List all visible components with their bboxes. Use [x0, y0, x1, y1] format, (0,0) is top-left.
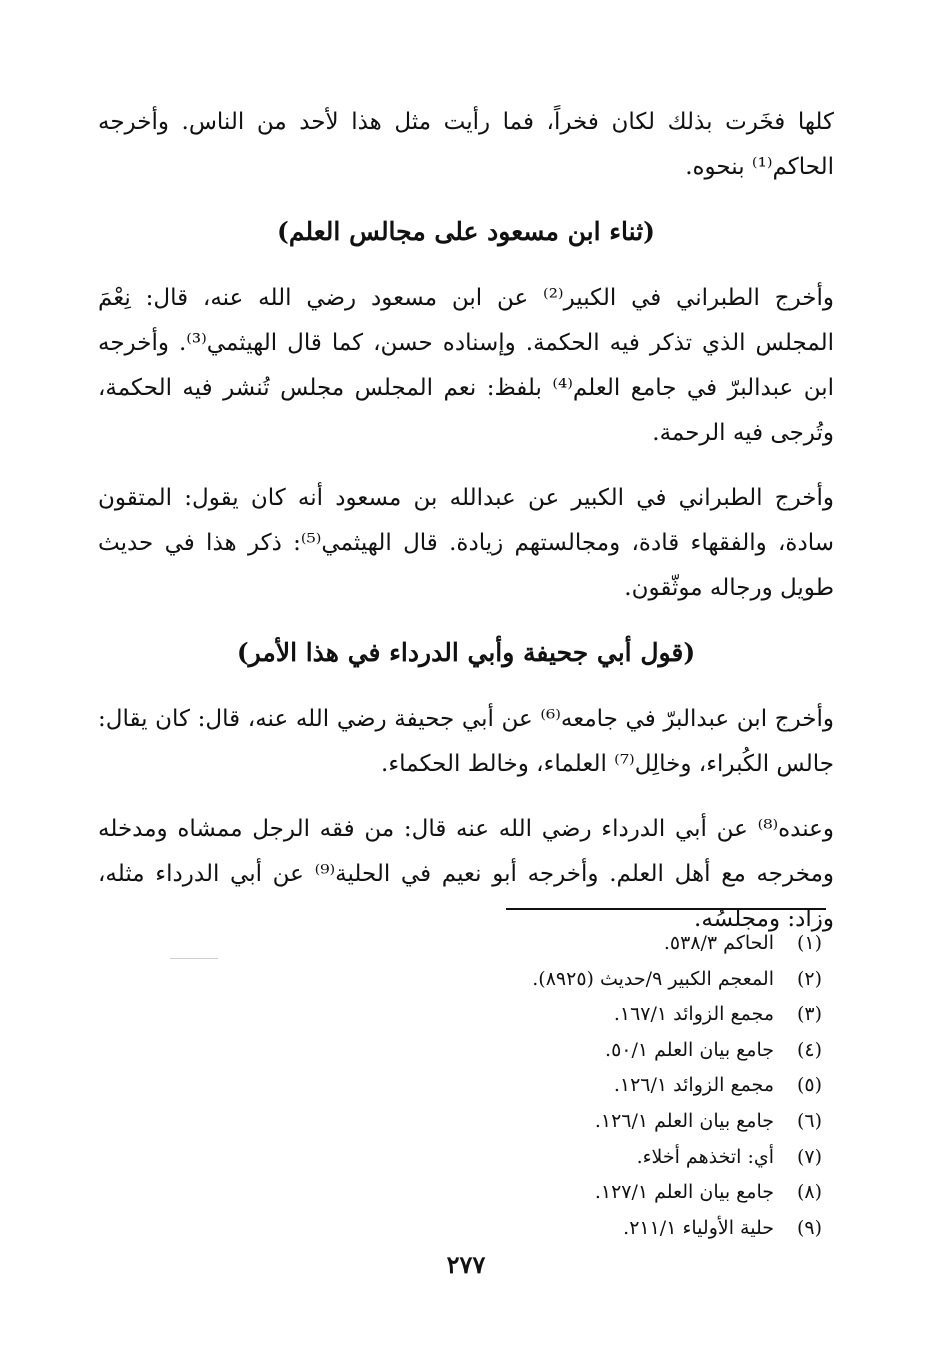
footnote-divider	[506, 908, 826, 910]
main-text	[98, 100, 834, 962]
footnote-text: أي: اتخذهم أخلاء.	[636, 1145, 774, 1168]
footnote-number: (٥)	[796, 1074, 822, 1097]
footnote-item	[302, 926, 822, 962]
footnote-number: (٣)	[796, 1003, 822, 1026]
footnote-item	[302, 1068, 822, 1104]
footnotes-list	[302, 926, 822, 1246]
footnote-item	[302, 1104, 822, 1140]
footnote-number: (٢)	[796, 967, 822, 990]
paragraph-4: وأخرج ابن عبدالبرّ في جامعه⁽⁶⁾ عن أبي جحيفة رضي الله عنه، قال: كان يقال: جالس الكُبراء، وخالِل⁽⁷⁾ العلماء، وخالط الحكماء.	[98, 706, 834, 777]
footnote-item	[302, 1033, 822, 1069]
footnote-number: (٨)	[796, 1181, 822, 1204]
section-heading-ibn-masud: (ثناء ابن مسعود على مجالس العلم)	[277, 217, 655, 246]
paragraph-3: وأخرج الطبراني في الكبير عن عبدالله بن مسعود أنه كان يقول: المتقون سادة، والفقهاء قادة، ومجالستهم زيادة. قال الهيثمي⁽⁵⁾: ذكر هذا في حديث طويل ورجاله موثّقون.	[98, 485, 835, 601]
footnote-item	[302, 1175, 822, 1211]
footnote-text: مجمع الزوائد ١٢٦/١.	[613, 1074, 774, 1097]
footnote-text: مجمع الزوائد ١٦٧/١.	[613, 1003, 774, 1026]
footnote-text: جامع بيان العلم ١٢٦/١.	[594, 1109, 774, 1132]
paragraph-1: كلها فخَرت بذلك لكان فخراً، فما رأيت مثل هذا لأحد من الناس. وأخرجه الحاكم⁽¹⁾ بنحوه.	[98, 109, 834, 180]
section-heading-abu-juhayfa: (قول أبي جحيفة وأبي الدرداء في هذا الأمر)	[236, 638, 696, 667]
footnote-number: (٤)	[796, 1038, 822, 1061]
paragraph-2: وأخرج الطبراني في الكبير⁽²⁾ عن ابن مسعود رضي الله عنه، قال: نِعْمَ المجلس الذي تذكر فيه الحكمة. وإسناده حسن، كما قال الهيثمي⁽³⁾. وأخرجه ابن عبدالبرّ في جامع العلم⁽⁴⁾ بلفظ: نعم المجلس مجلس تُنشر فيه الحكمة، وتُرجى فيه الرحمة.	[98, 285, 835, 446]
footnote-text: جامع بيان العلم ٥٠/١.	[605, 1038, 774, 1061]
footnote-item	[302, 1140, 822, 1176]
footnote-number: (٦)	[796, 1109, 822, 1132]
footnote-number: (١)	[796, 932, 822, 954]
footnote-text: جامع بيان العلم ١٢٧/١.	[594, 1181, 774, 1204]
footnote-number: (٧)	[796, 1145, 822, 1168]
footnote-text: حلية الأولياء ٢١١/١.	[623, 1216, 774, 1239]
footnote-item	[302, 1211, 822, 1247]
footnote-text: الحاكم ٥٣٨/٣.	[663, 932, 774, 954]
margin-mark	[170, 958, 218, 959]
footnote-text: المعجم الكبير ٩/حديث (٨٩٢٥).	[532, 967, 774, 990]
footnote-number: (٩)	[796, 1216, 822, 1239]
footnote-item	[302, 962, 822, 998]
footnote-item	[302, 997, 822, 1033]
page-number: ٢٧٧	[446, 1250, 486, 1279]
paragraph-5: وعنده⁽⁸⁾ عن أبي الدرداء رضي الله عنه قال: من فقه الرجل ممشاه ومدخله ومخرجه مع أهل العلم. وأخرجه أبو نعيم في الحلية⁽⁹⁾ عن أبي الدرداء مثله، وزاد: ومجلسُه.	[98, 816, 834, 932]
